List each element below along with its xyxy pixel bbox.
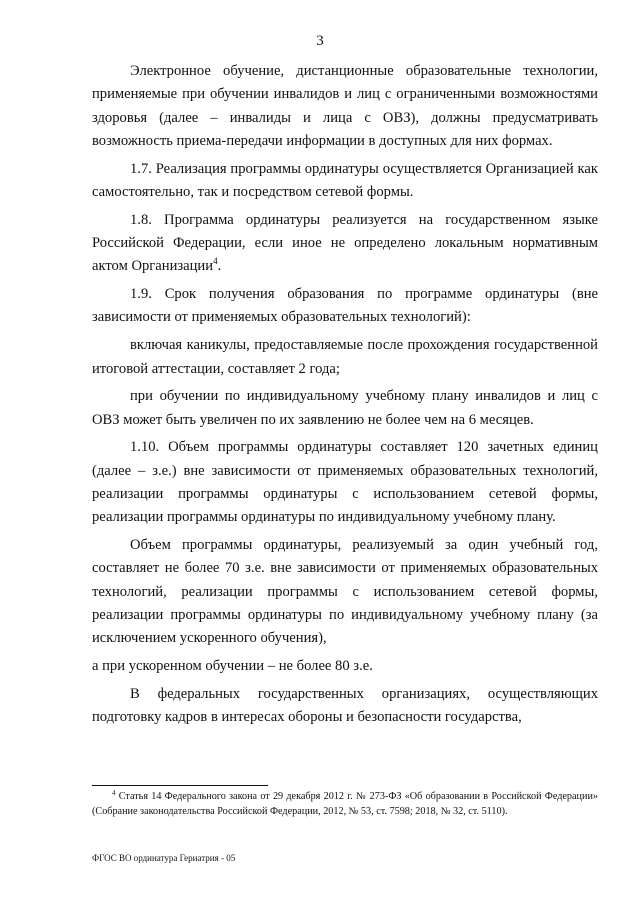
footnote-reference: 4 [213, 256, 218, 267]
paragraph-1-8-text: 1.8. Программа ординатуры реализуется на государственном языке Российской Федерации, если иное не определено локальным нормативным актом Организации [92, 211, 598, 275]
paragraph-1-8: 1.8. Программа ординатуры реализуется на государственном языке Российской Федерации, если иное не определено локальным нормативным актом Организации$^4$. [92, 211, 598, 275]
footnote [92, 789, 598, 819]
paragraph-1-10: 1.10. Объем программы ординатуры составляет 120 зачетных единиц (далее – з.е.) вне зависимости от применяемых образовательных технологий, реализации программы ординатуры с использованием сетевой формы, реализации программы ординатуры по индивидуальному учебному плану. [92, 439, 598, 526]
paragraph-term-individual: при обучении по индивидуальному учебному плану инвалидов и лиц с ОВЗ может быть увеличен по их заявлению не более чем на 6 месяцев. [92, 388, 598, 428]
footnote-separator [92, 785, 268, 786]
paragraph-federal-organizations: В федеральных государственных организациях, осуществляющих подготовку кадров в интересах обороны и безопасности государства, [92, 685, 598, 726]
paragraph-annual-volume: Объем программы ординатуры, реализуемый за один учебный год, составляет не более 70 з.е. вне зависимости от применяемых образовательных технологий, реализации программы с использованием сетевой формы, реализации программы ординатуры по индивидуальному учебному плану (за исключением ускоренного обучения), [92, 537, 598, 647]
paragraph-term-full-time: включая каникулы, предоставляемые после прохождения государственной итоговой аттестации, составляет 2 года; [92, 337, 598, 377]
paragraph-1-7: 1.7. Реализация программы ординатуры осуществляется Организацией как самостоятельно, так и посредством сетевой формы. [92, 160, 598, 200]
paragraph-accelerated: а при ускоренном обучении – не более 80 з.е. [92, 658, 373, 675]
page-footer: ФГОС ВО ординатура Гериатрия - 05 [92, 853, 236, 863]
footnote-text: Статья 14 Федерального закона от 29 декабря 2012 г. № 273-ФЗ «Об образовании в Российской Федерации» (Собрание законодательства Российской Федерации, 2012, № 53, ст. 7598; 2018, № 32, ст. 5110). [92, 791, 598, 817]
paragraph-1-9: 1.9. Срок получения образования по программе ординатуры (вне зависимости от применяемых образовательных технологий): [92, 286, 598, 326]
page-number: 3 [316, 33, 324, 49]
footnote-marker: 4 [112, 789, 116, 797]
document-body [92, 60, 598, 734]
paragraph-e-learning: Электронное обучение, дистанционные образовательные технологии, применяемые при обучении инвалидов и лиц с ограниченными возможностями здоровья (далее – инвалиды и лица с ОВЗ), должны предусматривать возможность приема-передачи информации в доступных для них формах. [92, 63, 598, 149]
